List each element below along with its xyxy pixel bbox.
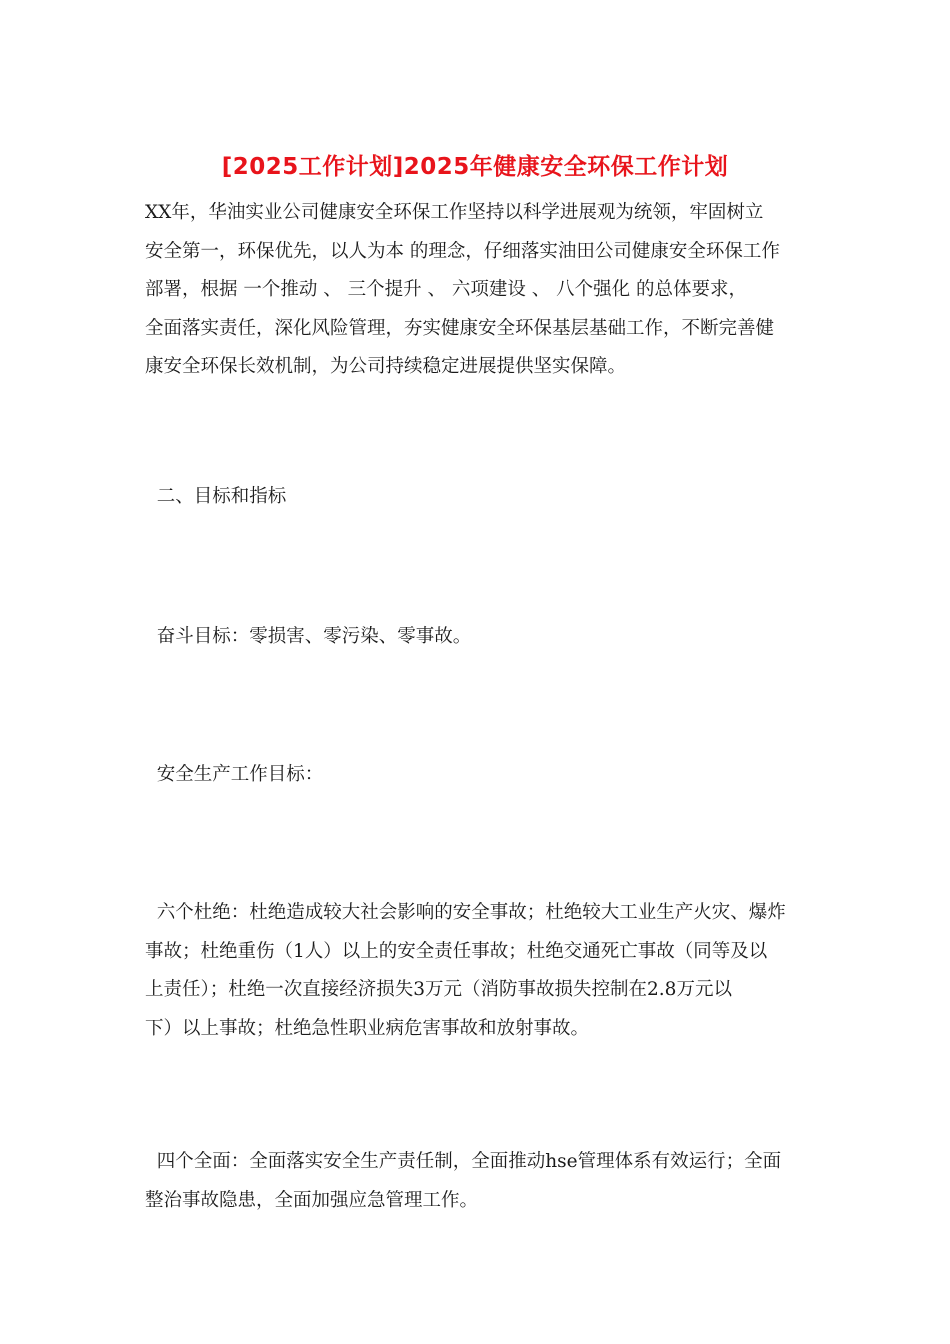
intro-line: 部署，根据 一个推动 、 三个提升 、 六项建设 、 八个强化 的总体要求， bbox=[145, 279, 748, 300]
six-prohibitions-line: 事故；杜绝重伤（1人）以上的安全责任事故；杜绝交通死亡事故（同等及以 bbox=[145, 940, 768, 962]
section-heading: 二、目标和指标 bbox=[145, 486, 287, 507]
four-comprehensive-line: 整治事故隐患，全面加强应急管理工作。 bbox=[145, 1189, 479, 1211]
document-title: [2025工作计划]2025年健康安全环保工作计划 bbox=[221, 154, 729, 180]
intro-line: XX年，华油实业公司健康安全环保工作坚持以科学进展观为统领，牢固树立 bbox=[145, 202, 764, 223]
six-prohibitions-line: 下）以上事故；杜绝急性职业病危害事故和放射事故。 bbox=[145, 1017, 590, 1039]
six-prohibitions-paragraph bbox=[145, 894, 810, 1048]
four-comprehensive-paragraph bbox=[145, 1143, 810, 1220]
four-comprehensive-line: 四个全面：全面落实安全生产责任制，全面推动hse管理体系有效运行；全面 bbox=[145, 1151, 782, 1172]
struggle-goal: 奋斗目标：零损害、零污染、零事故。 bbox=[145, 626, 472, 647]
intro-line: 全面落实责任，深化风险管理，夯实健康安全环保基层基础工作，不断完善健 bbox=[145, 317, 775, 339]
intro-line: 安全第一，环保优先，以人为本 的理念，仔细落实油田公司健康安全环保工作 bbox=[145, 240, 780, 262]
intro-paragraph bbox=[145, 194, 810, 387]
six-prohibitions-line: 上责任）；杜绝一次直接经济损失3万元（消防事故损失控制在2.8万元以 bbox=[145, 979, 732, 1000]
safety-goal-heading: 安全生产工作目标： bbox=[145, 764, 324, 785]
intro-line: 康安全环保长效机制，为公司持续稳定进展提供坚实保障。 bbox=[145, 356, 627, 377]
six-prohibitions-line: 六个杜绝：杜绝造成较大社会影响的安全事故；杜绝较大工业生产火灾、爆炸 bbox=[145, 902, 786, 923]
